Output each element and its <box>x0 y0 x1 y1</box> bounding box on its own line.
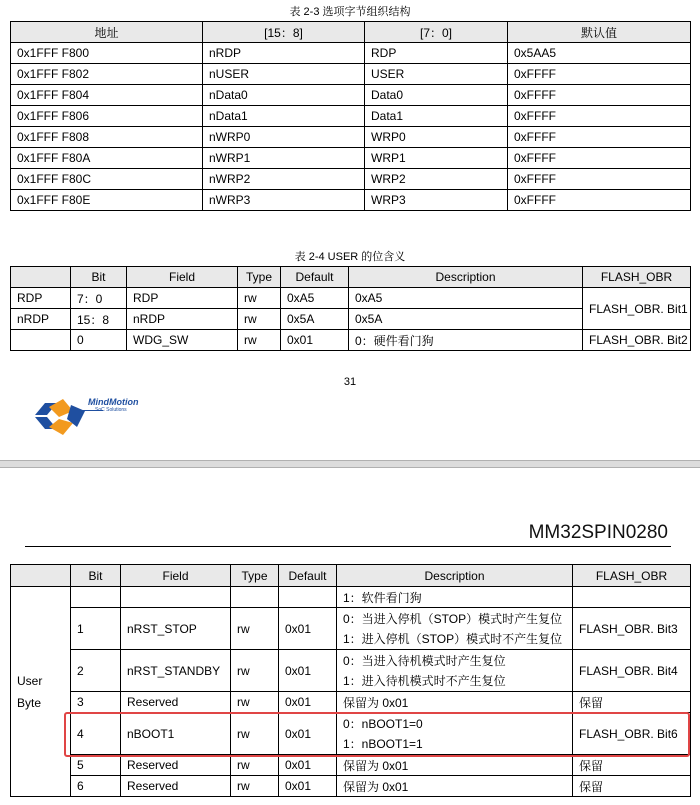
cell-description: 保留为 0x01 <box>337 755 573 776</box>
table-row <box>11 755 691 776</box>
cell-group <box>11 330 71 351</box>
header-default: Default <box>281 267 349 288</box>
table-header-row <box>11 267 691 288</box>
cell-high-byte: nData0 <box>203 85 365 106</box>
header-low-byte: [7：0] <box>365 22 508 43</box>
cell-field: nRDP <box>127 309 238 330</box>
highlight-box <box>64 712 690 757</box>
cell-bit: 3 <box>71 692 121 713</box>
cell-type: rw <box>231 692 279 713</box>
header-bit: Bit <box>71 565 121 587</box>
cell-field: Reserved <box>121 692 231 713</box>
header-default: Default <box>279 565 337 587</box>
cell-address: 0x1FFF F806 <box>11 106 203 127</box>
cell-field: nRST_STOP <box>121 608 231 650</box>
cell-default: 0x01 <box>279 692 337 713</box>
header-group <box>11 267 71 288</box>
table-row <box>11 288 691 309</box>
cell-default: 0xFFFF <box>508 64 691 85</box>
cell-bit: 4 <box>71 713 121 755</box>
table-row <box>11 43 691 64</box>
cell-address: 0x1FFF F800 <box>11 43 203 64</box>
table-row <box>11 169 691 190</box>
cell-default: 0xFFFF <box>508 190 691 211</box>
logo-brand: MindMotion <box>88 397 139 407</box>
cell-flash-obr: FLASH_OBR. Bit2 <box>583 330 691 351</box>
document-title: MM32SPIN0280 <box>528 522 668 543</box>
cell-flash-obr <box>573 587 691 608</box>
header-bit: Bit <box>71 267 127 288</box>
cell-address: 0x1FFF F80A <box>11 148 203 169</box>
header-group <box>11 565 71 587</box>
table-row <box>11 692 691 713</box>
description-line: 0：当进入停机（STOP）模式时产生复位 <box>343 611 563 626</box>
header-rule <box>25 546 671 547</box>
cell-default: 0xFFFF <box>508 169 691 190</box>
description-line: 0：当进入待机模式时产生复位 <box>343 653 506 668</box>
cell-field: Reserved <box>121 776 231 797</box>
cell-bit: 7：0 <box>71 288 127 309</box>
cell-bit: 5 <box>71 755 121 776</box>
header-high-byte: [15：8] <box>203 22 365 43</box>
cell-default: 0xFFFF <box>508 127 691 148</box>
cell-bit: 6 <box>71 776 121 797</box>
table-2-3-caption: 表 2-3 选项字节组织结构 <box>289 6 411 18</box>
table-row <box>11 608 691 650</box>
cell-high-byte: nWRP0 <box>203 127 365 148</box>
cell-default: 0xFFFF <box>508 106 691 127</box>
cell-group-user-byte: User Byte <box>11 587 71 797</box>
cell-field <box>121 587 231 608</box>
table-header-row <box>11 565 691 587</box>
cell-address: 0x1FFF F804 <box>11 85 203 106</box>
table-row <box>11 650 691 692</box>
cell-low-byte: WRP1 <box>365 148 508 169</box>
table-row <box>11 587 691 608</box>
description-line: 1：进入待机模式时不产生复位 <box>343 673 506 688</box>
cell-field: nBOOT1 <box>121 713 231 755</box>
cell-description: 0：硬件看门狗 <box>349 330 583 351</box>
table-row <box>11 106 691 127</box>
cell-type: rw <box>231 608 279 650</box>
table-row <box>11 148 691 169</box>
option-bytes-table <box>10 21 691 211</box>
cell-flash-obr: 保留 <box>573 692 691 713</box>
cell-description: 0xA5 <box>349 288 583 309</box>
cell-group: nRDP <box>11 309 71 330</box>
cell-default: 0x01 <box>279 713 337 755</box>
cell-default: 0x01 <box>279 755 337 776</box>
cell-type: rw <box>231 650 279 692</box>
cell-address: 0x1FFF F802 <box>11 64 203 85</box>
table-row <box>11 127 691 148</box>
cell-bit <box>71 587 121 608</box>
cell-high-byte: nUSER <box>203 64 365 85</box>
header-type: Type <box>238 267 281 288</box>
cell-default: 0x01 <box>279 650 337 692</box>
table-2-4-caption: 表 2-4 USER 的位含义 <box>294 251 406 263</box>
cell-field: WDG_SW <box>127 330 238 351</box>
cell-field: RDP <box>127 288 238 309</box>
cell-high-byte: nRDP <box>203 43 365 64</box>
cell-low-byte: WRP3 <box>365 190 508 211</box>
cell-low-byte: Data1 <box>365 106 508 127</box>
cell-description <box>337 650 573 692</box>
table-row <box>11 776 691 797</box>
cell-flash-obr: FLASH_OBR. Bit6 <box>573 713 691 755</box>
cell-default: 0xA5 <box>281 288 349 309</box>
cell-type: rw <box>238 330 281 351</box>
table-row <box>11 190 691 211</box>
cell-default: 0x01 <box>279 776 337 797</box>
table-header-row <box>11 22 691 43</box>
table-row <box>11 64 691 85</box>
header-address: 地址 <box>11 22 203 43</box>
table-row <box>11 330 691 351</box>
header-type: Type <box>231 565 279 587</box>
page-number: 31 <box>343 376 357 388</box>
cell-flash-obr: FLASH_OBR. Bit4 <box>573 650 691 692</box>
cell-high-byte: nWRP1 <box>203 148 365 169</box>
user-bits-table-continued <box>10 564 691 797</box>
cell-type: rw <box>231 776 279 797</box>
cell-type: rw <box>231 755 279 776</box>
cell-bit: 2 <box>71 650 121 692</box>
cell-field: Reserved <box>121 755 231 776</box>
description-line: 1：进入停机（STOP）模式时不产生复位 <box>343 631 563 646</box>
cell-type <box>231 587 279 608</box>
header-description: Description <box>337 565 573 587</box>
cell-address: 0x1FFF F80E <box>11 190 203 211</box>
logo-tagline: SoC Solutions <box>95 407 127 413</box>
user-bits-table <box>10 266 691 351</box>
cell-bit: 15：8 <box>71 309 127 330</box>
cell-group: RDP <box>11 288 71 309</box>
cell-description <box>337 608 573 650</box>
header-field: Field <box>127 267 238 288</box>
description-line: 0：nBOOT1=0 <box>343 716 423 731</box>
cell-flash-obr: FLASH_OBR. Bit1 <box>583 288 691 330</box>
cell-field: nRST_STANDBY <box>121 650 231 692</box>
cell-flash-obr: 保留 <box>573 776 691 797</box>
header-flash-obr: FLASH_OBR <box>573 565 691 587</box>
cell-description: 保留为 0x01 <box>337 692 573 713</box>
table-row <box>11 85 691 106</box>
cell-bit: 0 <box>71 330 127 351</box>
cell-default: 0xFFFF <box>508 148 691 169</box>
cell-high-byte: nWRP3 <box>203 190 365 211</box>
cell-high-byte: nWRP2 <box>203 169 365 190</box>
cell-default <box>279 587 337 608</box>
cell-default: 0xFFFF <box>508 85 691 106</box>
cell-type: rw <box>231 713 279 755</box>
description-line: 1：nBOOT1=1 <box>343 736 423 751</box>
cell-default: 0x5A <box>281 309 349 330</box>
header-field: Field <box>121 565 231 587</box>
cell-description: 0x5A <box>349 309 583 330</box>
company-logo <box>33 397 153 437</box>
cell-low-byte: RDP <box>365 43 508 64</box>
cell-description: 保留为 0x01 <box>337 776 573 797</box>
cell-default: 0x01 <box>281 330 349 351</box>
cell-address: 0x1FFF F808 <box>11 127 203 148</box>
header-flash-obr: FLASH_OBR <box>583 267 691 288</box>
cell-flash-obr: FLASH_OBR. Bit3 <box>573 608 691 650</box>
header-default: 默认值 <box>508 22 691 43</box>
cell-low-byte: USER <box>365 64 508 85</box>
cell-high-byte: nData1 <box>203 106 365 127</box>
cell-address: 0x1FFF F80C <box>11 169 203 190</box>
header-description: Description <box>349 267 583 288</box>
cell-low-byte: WRP2 <box>365 169 508 190</box>
cell-default: 0x5AA5 <box>508 43 691 64</box>
cell-type: rw <box>238 288 281 309</box>
cell-description: 1：软件看门狗 <box>337 587 573 608</box>
cell-flash-obr: 保留 <box>573 755 691 776</box>
cell-default: 0x01 <box>279 608 337 650</box>
cell-bit: 1 <box>71 608 121 650</box>
page-divider <box>0 467 700 468</box>
cell-low-byte: WRP0 <box>365 127 508 148</box>
cell-low-byte: Data0 <box>365 85 508 106</box>
cell-type: rw <box>238 309 281 330</box>
